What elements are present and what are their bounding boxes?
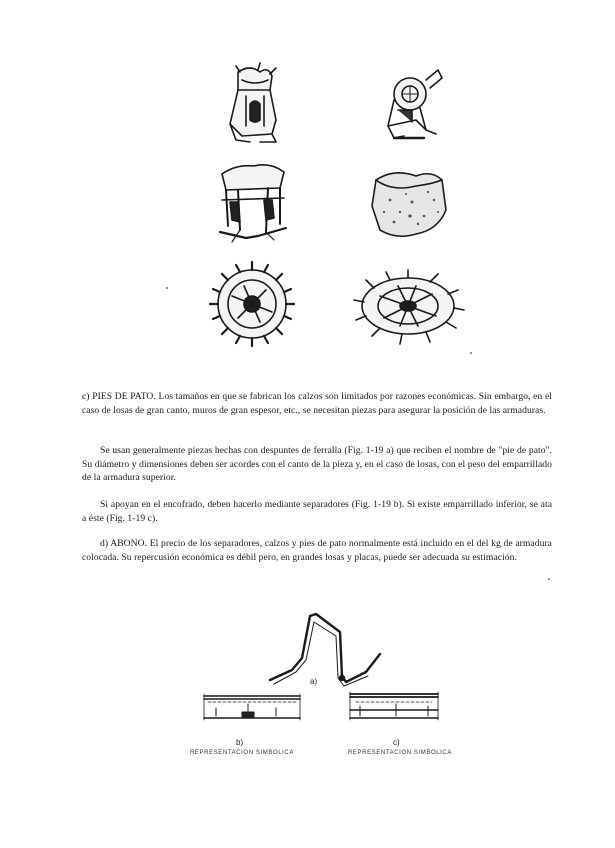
scan-speck [166,287,168,289]
paragraph-despuntes [82,444,552,485]
concrete-block-spacer-drawing [372,173,446,236]
tower-chair-spacer-drawing [230,63,276,142]
bent-bar-drawing [270,614,380,686]
scan-speck [470,352,472,354]
paragraph-separadores [82,498,552,525]
paragraph-text: Si apoyan en el encofrado, deben hacerlo mediante separadores (Fig. 1-19 b). Si existe emparrillado inferior, se ata a éste (Fig. 1-19 c). [82,499,552,524]
paragraph-abono [82,537,552,564]
hook-spacer-drawing [388,70,442,138]
pie-de-pato-figure [190,608,450,738]
stool-spacer-drawing [220,165,286,242]
paragraph-pies-de-pato [82,390,552,417]
figure-label-a: a) [310,677,318,686]
figure-caption-c: REPRESENTACION SIMBOLICA [348,750,452,756]
spacer-illustrations [180,60,480,360]
symbolic-representation-b [204,694,300,720]
scan-speck [548,578,550,580]
figure-label-c: c) [393,738,400,747]
figure-label-b: b) [236,738,244,747]
paragraph-text: d) ABONO. El precio de los separadores, calzos y pies de pato normalmente está incluido en el del kg de armadura colocada. Su repercusión económica es débil pero, en grandes losas y placas, puede ser adecuada su estimación. [82,538,552,563]
paragraph-text: c) PIES DE PATO. Los tamaños en que se fabrican los calzos son limitados por razones económicas. Sin embargo, en el caso de losas de gran canto, muros de gran espesor, etc., se necesitan piezas para asegurar la posición de las armaduras. [82,391,552,416]
paragraph-text: Se usan generalmente piezas hechas con despuntes de ferralla (Fig. 1-19 a) que reciben el nombre de "pie de pato". Su diámetro y dimensiones deben ser acordes con el canto de la pieza y, en el caso de losas, con el peso del emparrillado de la armadura superior. [82,445,552,483]
symbolic-representation-c [350,692,438,720]
cogwheel-spacer-drawing [210,262,294,346]
star-spacer-drawing [354,270,464,344]
figure-caption-b: REPRESENTACION SIMBOLICA [190,750,294,756]
